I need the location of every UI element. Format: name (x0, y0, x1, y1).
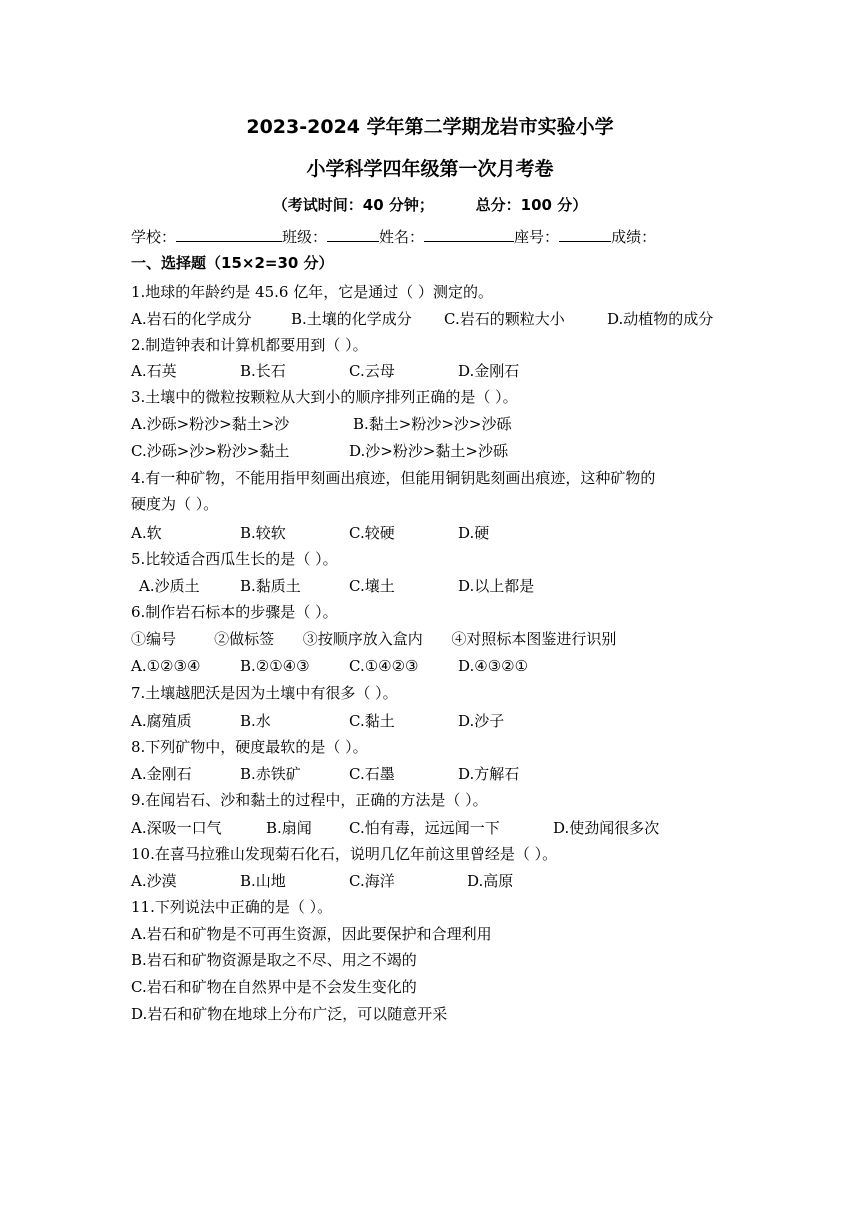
option[interactable]: A.①②③④ (131, 657, 201, 675)
question-stem-continued: 硬度为（ ）。 (131, 495, 219, 513)
option[interactable]: C.岩石和矿物在自然界中是不会发生变化的 (131, 978, 417, 996)
option[interactable]: A.沙漠 (131, 872, 177, 890)
question-stem: 9.在闻岩石、沙和黏土的过程中，正确的方法是（ ）。 (131, 791, 488, 809)
section-title: 一、选择题（15×2=30 分） (131, 254, 334, 272)
option[interactable]: C.黏土 (349, 712, 395, 730)
option[interactable]: B.岩石和矿物资源是取之不尽、用之不竭的 (131, 951, 417, 969)
question-stem: 10.在喜马拉雅山发现菊石化石，说明几亿年前这里曾经是（ ）。 (131, 845, 558, 863)
option[interactable]: D.④③②① (458, 657, 529, 675)
question-stem: 11.下列说法中正确的是（ ）。 (131, 898, 333, 916)
option[interactable]: C.怕有毒，远远闻一下 (349, 819, 500, 837)
question-stem: 7.土壤越肥沃是因为土壤中有很多（ ）。 (131, 684, 398, 702)
question-stem: 6.制作岩石标本的步骤是（ ）。 (131, 603, 338, 621)
option[interactable]: B.长石 (240, 362, 286, 380)
exam-info: （考试时间：40 分钟； 总分：100 分） (272, 196, 588, 214)
option[interactable]: B.赤铁矿 (240, 765, 301, 783)
step-list: ①编号 ②做标签 ③按顺序放入盒内 ④对照标本图鉴进行识别 (131, 630, 617, 648)
option[interactable]: C.较硬 (349, 524, 395, 542)
question-stem: 1.地球的年龄约是 45.6 亿年，它是通过（ ）测定的。 (131, 283, 494, 301)
option[interactable]: A.岩石和矿物是不可再生资源，因此要保护和合理利用 (131, 925, 492, 943)
option[interactable]: C.海洋 (349, 872, 395, 890)
option[interactable]: A.软 (131, 524, 162, 542)
exam-subtitle: 小学科学四年级第一次月考卷 (306, 158, 554, 180)
option[interactable]: B.水 (240, 712, 271, 730)
option[interactable]: A.深吸一口气 (131, 819, 222, 837)
option[interactable]: A.石英 (131, 362, 177, 380)
student-info-line (131, 226, 656, 247)
option[interactable]: C.沙砾>沙>粉沙>黏土 (131, 442, 290, 460)
option[interactable]: A.沙质土 (139, 577, 200, 595)
option[interactable]: C.①④②③ (349, 657, 419, 675)
option[interactable]: B.山地 (240, 872, 286, 890)
seat-blank[interactable] (559, 226, 611, 242)
option[interactable]: A.沙砾>粉沙>黏土>沙 (131, 415, 290, 433)
class-label: 班级： (282, 228, 328, 246)
school-blank[interactable] (176, 226, 282, 242)
option[interactable]: B.黏土>粉沙>沙>沙砾 (353, 415, 512, 433)
option[interactable]: D.动植物的成分 (607, 310, 714, 328)
option[interactable]: C.石墨 (349, 765, 395, 783)
option[interactable]: D.沙子 (458, 712, 505, 730)
option[interactable]: B.较软 (240, 524, 286, 542)
option[interactable]: D.沙>粉沙>黏土>沙砾 (349, 442, 508, 460)
option[interactable]: A.金刚石 (131, 765, 192, 783)
option[interactable]: B.黏质土 (240, 577, 301, 595)
option[interactable]: C.云母 (349, 362, 395, 380)
name-blank[interactable] (424, 226, 514, 242)
option[interactable]: D.使劲闻很多次 (553, 819, 660, 837)
name-label: 姓名： (379, 228, 425, 246)
option[interactable]: D.岩石和矿物在地球上分布广泛，可以随意开采 (131, 1005, 448, 1023)
option[interactable]: D.高原 (467, 872, 514, 890)
option[interactable]: C.岩石的颗粒大小 (444, 310, 565, 328)
option[interactable]: D.方解石 (458, 765, 520, 783)
seat-label: 座号： (514, 228, 560, 246)
question-stem: 8.下列矿物中，硬度最软的是（ ）。 (131, 738, 368, 756)
exam-title: 2023-2024 学年第二学期龙岩市实验小学 (246, 116, 614, 138)
option[interactable]: A.腐殖质 (131, 712, 192, 730)
option[interactable]: D.以上都是 (458, 577, 535, 595)
question-stem: 5.比较适合西瓜生长的是（ ）。 (131, 550, 338, 568)
score-label: 成绩： (611, 228, 657, 246)
option[interactable]: A.岩石的化学成分 (131, 310, 252, 328)
class-blank[interactable] (327, 226, 379, 242)
option[interactable]: C.壤土 (349, 577, 395, 595)
option[interactable]: B.扇闻 (266, 819, 312, 837)
question-stem: 3.土壤中的微粒按颗粒从大到小的顺序排列正确的是（ ）。 (131, 388, 518, 406)
option[interactable]: B.②①④③ (240, 657, 310, 675)
option[interactable]: D.金刚石 (458, 362, 520, 380)
option[interactable]: B.土壤的化学成分 (291, 310, 412, 328)
option[interactable]: D.硬 (458, 524, 490, 542)
school-label: 学校： (131, 228, 177, 246)
question-stem: 4.有一种矿物，不能用指甲刻画出痕迹，但能用铜钥匙刻画出痕迹，这种矿物的 (131, 469, 656, 487)
question-stem: 2.制造钟表和计算机都要用到（ ）。 (131, 336, 368, 354)
